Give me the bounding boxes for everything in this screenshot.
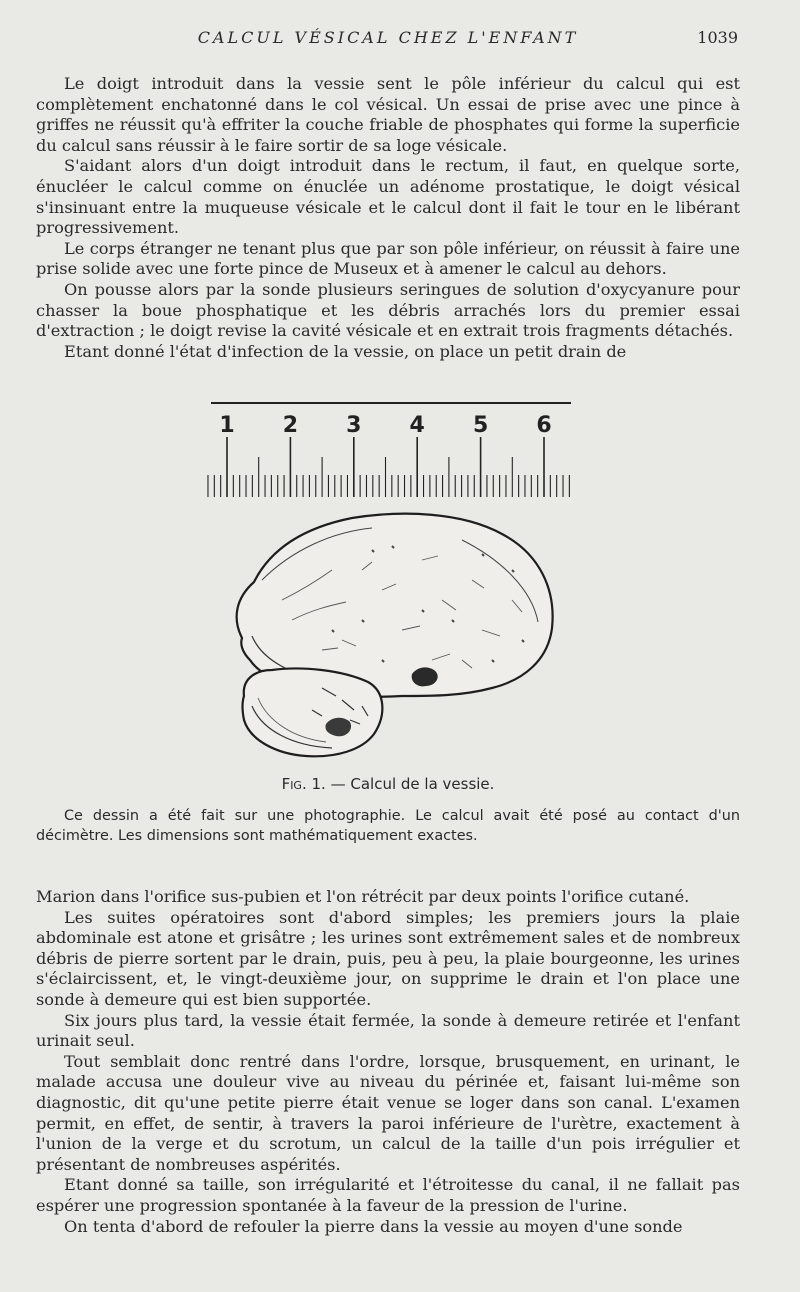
ruler-number: 2	[282, 413, 299, 438]
paragraph: Etant donné sa taille, son irrégularité et l'étroitesse du canal, il ne fallait pas espérer une progression spontanée à la faveur de la pression de l'urine.	[36, 1175, 740, 1215]
ruler-number: 5	[472, 413, 489, 438]
decimeter-ruler	[207, 401, 573, 499]
running-head	[36, 28, 740, 52]
paragraph: Le corps étranger ne tenant plus que par son pôle inférieur, on réussit à faire une prise solide avec une forte pince de Museux et à amener le calcul au dehors.	[36, 238, 740, 279]
ruler-number: 1	[219, 413, 235, 438]
body-text-bottom	[36, 887, 740, 1237]
paragraph: S'aidant alors d'un doigt introduit dans le rectum, il faut, en quelque sorte, énucléer le calcul comme on énuclée un adénome prostatique, le doigt vésical s'insinuant entre la muqueuse vésicale et le calcul dont il fait le tour en le libérant progressivement.	[36, 156, 740, 238]
figure-label: Fig. 1.	[281, 775, 326, 793]
calculus-fragment	[243, 669, 383, 757]
running-title: CALCUL VÉSICAL CHEZ L'ENFANT	[197, 28, 579, 47]
figure-note-text: Ce dessin a été fait sur une photographie. Le calcul avait été posé au contact d'un décimètre. Les dimensions sont mathématiquement exactes.	[36, 808, 740, 844]
figure-title: — Calcul de la vessie.	[330, 775, 495, 793]
paragraph: Tout semblait donc rentré dans l'ordre, lorsque, brusquement, en urinant, le malade accusa une douleur vive au niveau du périnée et, faisant lui-même son diagnostic, dit qu'une petite pierre était venue se loger dans son canal. L'examen permit, en effet, de sentir, à travers la paroi inférieure de l'urètre, exactement à l'union de la verge et du scrotum, un calcul de la taille d'un pois irrégulier et présentant de nombreuses aspérités.	[36, 1051, 740, 1174]
paragraph: Etant donné l'état d'infection de la vessie, on place un petit drain de	[64, 341, 627, 361]
paragraph: Le doigt introduit dans la vessie sent le pôle inférieur du calcul qui est complètement enchatonné dans le col vésical. Un essai de prise avec une pince à griffes ne réussit qu'à effriter la couche friable de phosphates qui forme la superficie du calcul sans réussir à le faire sortir de sa loge vésicale.	[36, 74, 740, 155]
ruler-labels	[219, 413, 551, 438]
paragraph-continued: Marion dans l'orifice sus-pubien et l'on rétrécit par deux points l'orifice cutané.	[36, 887, 690, 906]
paragraph: On pousse alors par la sonde plusieurs seringues de solution d'oxycyanure pour chasser la boue phosphatique et les débris arrachés lors du premier essai d'extraction ; le doigt revise la cavité vésicale et en extrait trois fragments détachés.	[36, 279, 740, 341]
paragraph: On tenta d'abord de refouler la pierre dans la vessie au moyen d'une sonde	[64, 1216, 683, 1236]
ruler-number: 6	[536, 413, 552, 438]
figure-note	[36, 806, 740, 846]
page-number: 1039	[697, 28, 738, 47]
ruler-ticks	[208, 437, 569, 497]
figure-caption	[36, 775, 740, 793]
paragraph: Les suites opératoires sont d'abord simples; les premiers jours la plaie abdominale est atone et grisâtre ; les urines sont extrêmement sales et de nombreux débris de pierre sortent par le drain, puis, peu à peu, la plaie bourgeonne, les urines s'éclaircissent, et, le vingt-deuxième jour, on supprime le drain et l'on place une sonde à demeure qui est bien supportée.	[36, 907, 740, 1009]
ruler-number: 4	[409, 413, 425, 438]
paragraph: Six jours plus tard, la vessie était fermée, la sonde à demeure retirée et l'enfant urinait seul.	[36, 1010, 740, 1051]
ruler-number: 3	[346, 413, 362, 438]
body-text-top	[36, 74, 740, 362]
bladder-stone-drawing	[222, 510, 556, 762]
